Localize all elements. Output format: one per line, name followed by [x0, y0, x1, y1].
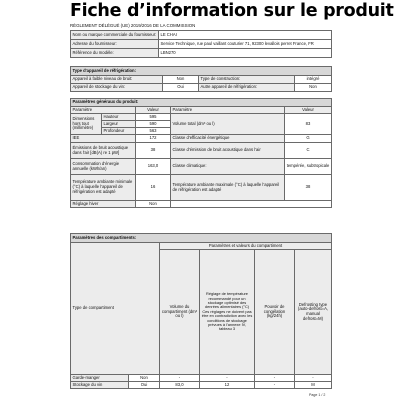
document-title: Fiche d’information sur le produit [70, 1, 394, 21]
climate-class-value: tempérée, subtropicale [285, 159, 332, 175]
compartment-freeze: - [255, 382, 295, 389]
compartment-temp: 12 [200, 382, 255, 389]
other-appliance-value: Non [295, 84, 332, 92]
supplier-address-value: Service Technique, rue paul vaillant couturier 71, 92300 levallois perret France, FR [159, 40, 332, 49]
depth-label: Profondeur [102, 128, 136, 135]
noise-class-value: C [285, 143, 332, 159]
model-reference-value: LBN270 [159, 49, 332, 58]
compartment-present: Non [129, 375, 160, 382]
climate-class-label: Classe climatique: [171, 159, 285, 175]
param-column-header: Paramètre [71, 107, 136, 114]
width-label: Largeur [102, 121, 136, 128]
height-value: 595 [136, 114, 171, 121]
regulation-reference: RÈGLEMENT DÉLÉGUÉ (UE) 2019/2016 DE LA COMMISSION [70, 23, 196, 28]
compartment-type-label: Type de compartiment [71, 243, 160, 375]
compartment-name: Stockage du vin [71, 382, 129, 389]
energy-class-label: Classe d’efficacité énergétique [171, 135, 285, 143]
param-column-header-right: Paramètre [171, 107, 285, 114]
recommended-temp-header: Réglage de température recommandé pour un stockage optimisé des denrées alimentaires (°C) Ces réglages ne doivent pas être en contradiction avec les conditions de stockage prévues à l'annexe IV, tableau 3 [200, 250, 255, 375]
compartment-defrost: - [295, 375, 332, 382]
depth-value: 563 [136, 128, 171, 135]
wine-storage-label: Appareil de stockage du vin: [71, 84, 163, 92]
min-ambient-temp-value: 16 [136, 175, 171, 201]
noise-class-label: Classe d’émission de bruit acoustique dans l’air [171, 143, 285, 159]
height-label: Hauteur [102, 114, 136, 121]
supplier-brand-value: LE CHAI [159, 31, 332, 40]
compartment-params-header: Paramètres et valeurs du compartiment [160, 243, 332, 250]
max-ambient-temp-value: 38 [285, 175, 332, 201]
table-row [71, 375, 332, 382]
compartment-volume-header: Volume du compartiment (dm³ ou l) [160, 250, 200, 375]
total-volume-label: Volume total (dm³ ou l) [171, 114, 285, 135]
page-number: Page 1 / 2 [309, 393, 326, 397]
compartment-temp: - [200, 375, 255, 382]
general-parameters-header: Paramètres généraux du produit: [71, 99, 332, 107]
supplier-table [70, 30, 332, 58]
other-appliance-label: Autre appareil de réfrigération: [199, 84, 295, 92]
model-reference-label: Référence du modèle: [71, 49, 159, 58]
total-volume-value: 83 [285, 114, 332, 135]
table-row [71, 382, 332, 389]
low-noise-label: Appareil à faible niveau de bruit: [71, 76, 163, 84]
eei-label: IEE [71, 135, 136, 143]
general-parameters-table [70, 98, 332, 208]
compartments-table [70, 233, 332, 389]
dimensions-label: Dimensions hors tout (millimètre) [71, 114, 102, 135]
min-ambient-temp-label: Température ambiante minimale (°C) à laquelle l’appareil de réfrigération est adapté [71, 175, 136, 201]
low-noise-value: Non [163, 76, 199, 84]
winter-setting-label: Réglage hiver [71, 201, 136, 208]
compartment-present: Oui [129, 382, 160, 389]
defrosting-type-header: Defrosting type (auto-defrost=A, manual defrost=M) [295, 250, 332, 375]
compartment-freeze: - [255, 375, 295, 382]
construction-type-label: Type de construction: [199, 76, 295, 84]
noise-emission-label: Émissions de bruit acoustique dans l'air [dB(A) re 1 pW] [71, 143, 136, 159]
compartment-volume: - [160, 375, 200, 382]
compartment-volume: 83,0 [160, 382, 200, 389]
eei-value: 172 [136, 135, 171, 143]
winter-setting-value: Non [136, 201, 171, 208]
value-column-header: Valeur [136, 107, 171, 114]
appliance-type-header: Type d'appareil de réfrigération: [71, 67, 332, 76]
construction-type-value: intégré [295, 76, 332, 84]
annual-consumption-value: 163,0 [136, 159, 171, 175]
compartment-defrost: M [295, 382, 332, 389]
wine-storage-value: Oui [163, 84, 199, 92]
annual-consumption-label: Consommation d’énergie annuelle (kWh/an) [71, 159, 136, 175]
value-column-header-right: Valeur [285, 107, 332, 114]
compartments-header: Paramètres des compartiments: [71, 234, 332, 243]
compartment-name: Garde-manger [71, 375, 129, 382]
appliance-type-table [70, 66, 332, 92]
width-value: 590 [136, 121, 171, 128]
supplier-brand-label: Nom ou marque commerciale du fournisseur: [71, 31, 159, 40]
energy-class-value: G [285, 135, 332, 143]
freezing-capacity-header: Pouvoir de congélation (kg/24h) [255, 250, 295, 375]
supplier-address-label: Adresse du fournisseur: [71, 40, 159, 49]
noise-emission-value: 38 [136, 143, 171, 159]
max-ambient-temp-label: Température ambiante maximale (°C) à laquelle l’appareil de réfrigération est adapté [171, 175, 285, 201]
